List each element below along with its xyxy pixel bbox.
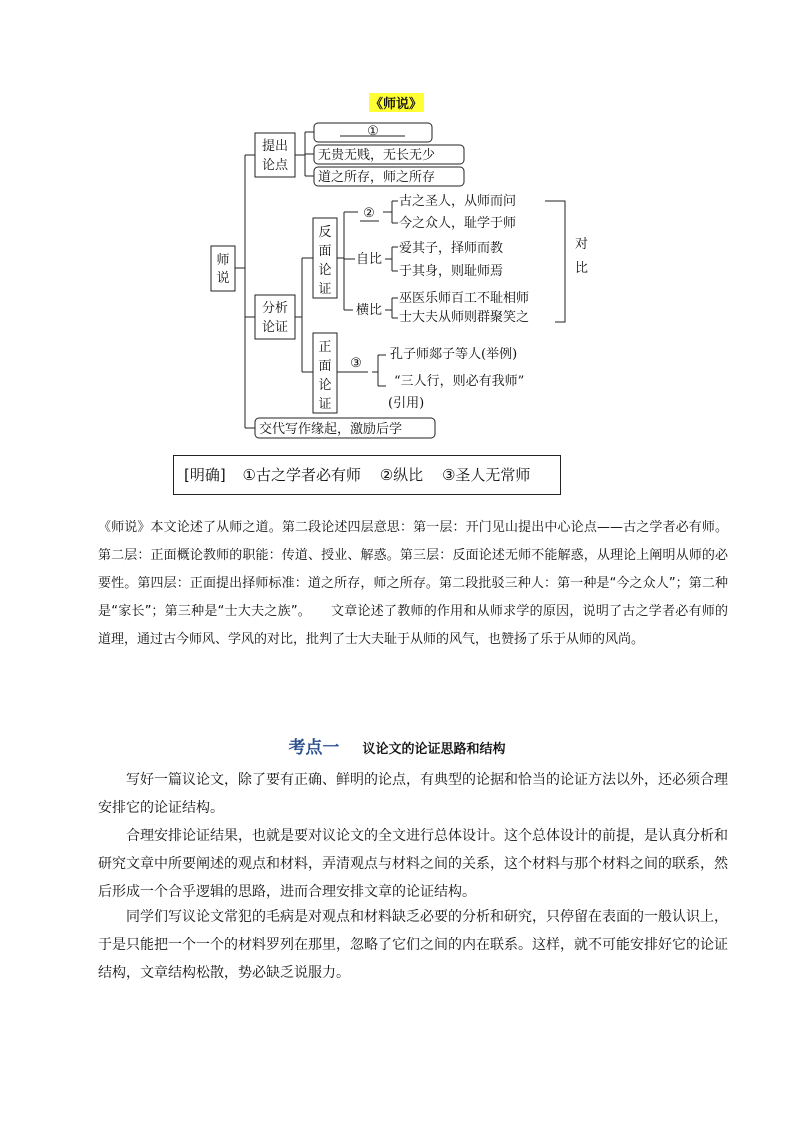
hengbi-item-2: 士大夫从师则群聚笑之 (399, 310, 530, 325)
point-2: 无贵无贱，无长无少 (318, 148, 436, 163)
answer-1: ①古之学者必有师 (242, 466, 361, 484)
point-3: 道之所存，师之所存 (318, 170, 436, 185)
branch1-label-line1: 提出 (261, 139, 289, 154)
structure-diagram (0, 0, 794, 460)
zongbi-item-1: 古之圣人，从师而问 (399, 194, 517, 209)
zheng-item-3: (引用) (388, 396, 425, 411)
branch1-label-line2: 论点 (261, 158, 289, 173)
hengbi-label: 横比 (355, 303, 383, 318)
branch3-label: 交代写作缘起，激励后学 (259, 422, 403, 437)
zheng-item-1: 孔子师郯子等人(举例) (390, 347, 518, 362)
zibi-item-1: 爱其子，择师而教 (399, 241, 504, 256)
duibi-char-1: 对 (575, 237, 589, 252)
fanmian-label: 反面论证 (318, 225, 332, 297)
zongbi-item-2: 今之众人，耻学于师 (399, 216, 517, 231)
section-title: 议论文的论证思路和结构 (362, 742, 506, 757)
branch2-label-line2: 论证 (261, 320, 289, 335)
section-heading (0, 733, 794, 758)
answer-box (173, 455, 561, 495)
duibi-char-2: 比 (575, 261, 589, 276)
intro-paragraph: 《师说》本文论述了从师之道。第二段论述四层意思：第一层：开门见山提出中心论点——古之学者必有师。第二层：正面概论教师的职能：传道、授业、解惑。第三层：反面论述无师不能解惑，从理论上阐明从师的必要性。第四层：正面提出择师标准：道之所存，师之所存。第二段批驳三种人：第一种是“今之众人”；第二种是“家长”；第三种是“士大夫之族”。 文章论述了教师的作用和从师求学的原因，说明了古之学者必有师的道理，通过古今师风、学风的对比，批判了士大夫耻于从师的风气，也赞扬了乐于从师的风尚。 (98, 520, 728, 647)
diagram-title: 《师说》 (369, 97, 423, 112)
body-paragraph-2: 合理安排论证结果，也就是要对议论文的全文进行总体设计。这个总体设计的前提，是认真分析和研究文章中所要阐述的观点和材料，弄清观点与材料之间的关系，这个材料与那个材料之间的联系，然后形成一个合乎逻辑的思路，进而合理安排文章的论证结构。 (98, 828, 728, 900)
answer-2: ②纵比 (379, 466, 424, 484)
zibi-label: 自比 (355, 252, 383, 267)
section-number: 考点一 (288, 738, 340, 758)
root-label: 师说 (216, 253, 230, 286)
blank-1: ① (367, 124, 379, 139)
zhengmian-label: 正面论证 (318, 340, 332, 412)
hengbi-item-1: 巫医乐师百工不耻相师 (399, 291, 530, 306)
zheng-item-2: “三人行，则必有我师” (394, 374, 525, 389)
body-paragraph-3: 同学们写议论文常犯的毛病是对观点和材料缺乏必要的分析和研究，只停留在表面的一般认识上，于是只能把一个一个的材料罗列在那里，忽略了它们之间的内在联系。这样，就不可能安排好它的论证结构，文章结构松散，势必缺乏说服力。 (98, 909, 728, 981)
blank-3: ③ (350, 356, 362, 371)
zibi-item-2: 于其身，则耻师焉 (399, 264, 504, 279)
body-paragraph-1: 写好一篇议论文，除了要有正确、鲜明的论点，有典型的论据和恰当的论证方法以外，还必须合理安排它的论证结构。 (98, 772, 728, 816)
answer-label: [明确] (184, 466, 226, 484)
branch2-label-line1: 分析 (261, 301, 289, 316)
blank-2: ② (363, 206, 375, 221)
answer-3: ③圣人无常师 (441, 466, 531, 484)
